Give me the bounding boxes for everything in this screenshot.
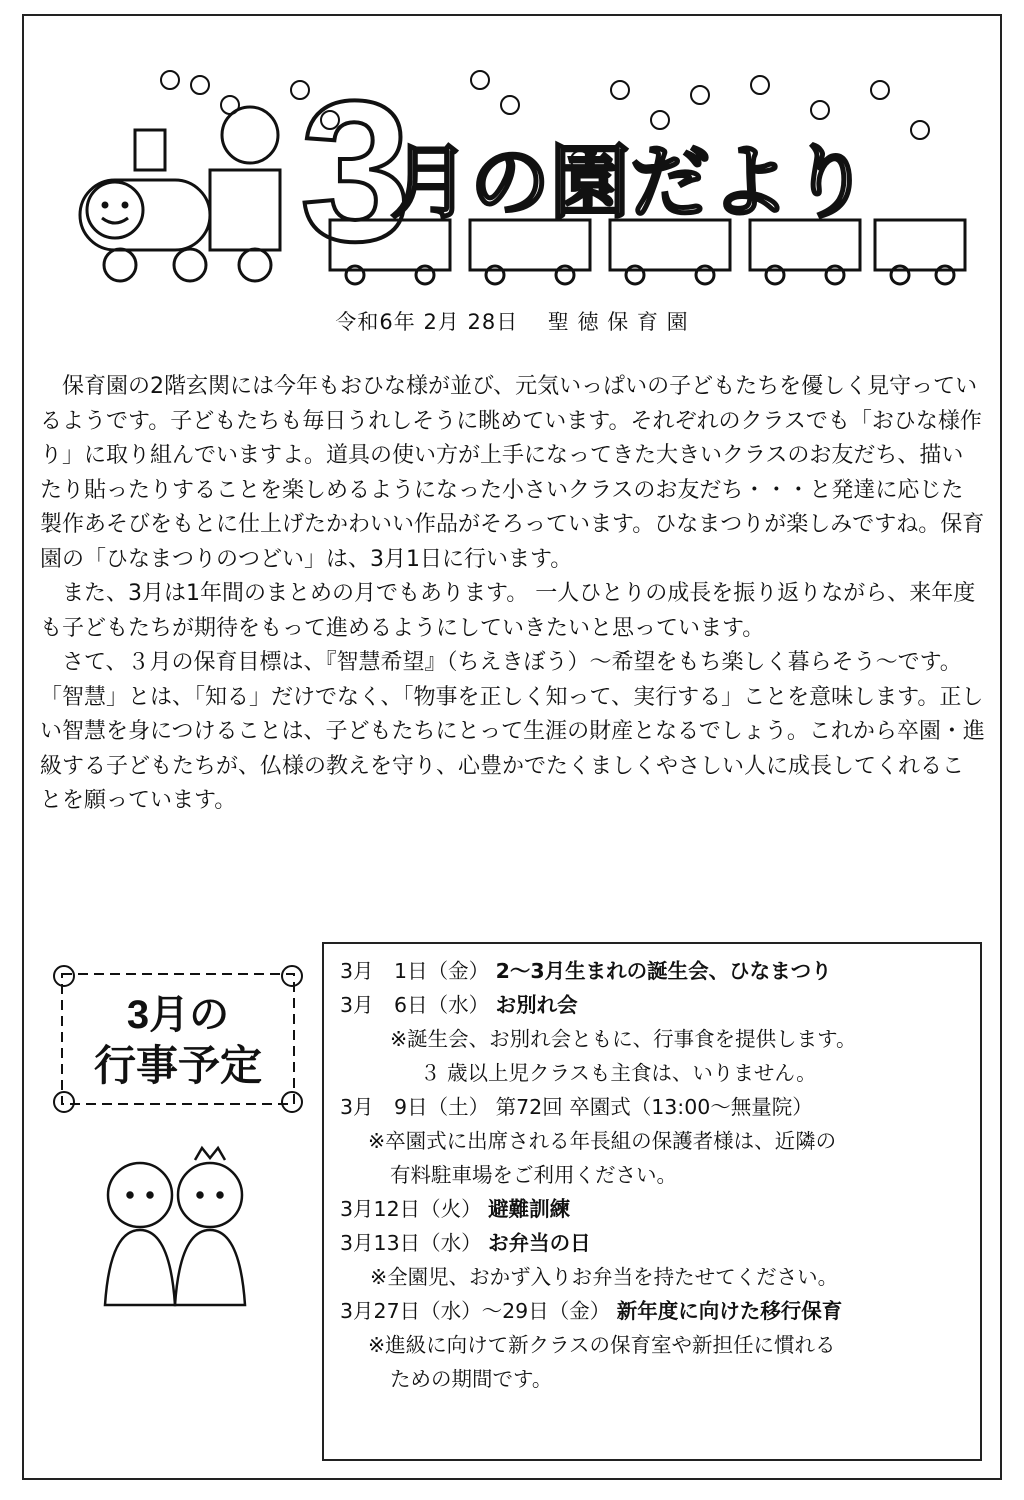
dateline: 令和6年 2月 28日 聖 徳 保 育 園 [335, 310, 689, 334]
hina-dolls-illustration [90, 1140, 260, 1310]
schedule-note: ※誕生会、お別れ会ともに、行事食を提供します。 [390, 1027, 857, 1051]
schedule-date: 3月12日（火） [340, 1197, 482, 1221]
schedule-event: 2～3月生まれの誕生会、ひなまつり [495, 959, 832, 983]
schedule-note: ３ 歳以上児クラスも主食は、いりません。 [420, 1061, 817, 1085]
schedule-note: ための期間です。 [390, 1367, 553, 1391]
schedule-row [340, 1090, 968, 1124]
schedule-date: 3月13日（水） [340, 1231, 482, 1255]
schedule-box [322, 942, 982, 1461]
schedule-date: 3月 6日（水） [340, 993, 490, 1017]
schedule-note: 有料駐車場をご利用ください。 [390, 1163, 677, 1187]
masthead-title: 月の園だより [390, 138, 870, 227]
schedule-event: お弁当の日 [488, 1231, 591, 1255]
schedule-note: ※進級に向けて新クラスの保育室や新担任に慣れる [368, 1333, 836, 1357]
body-paragraph: 保育園の2階玄関には今年もおひな様が並び、元気いっぱいの子どもたちを優しく見守っているようです。子どもたちも毎日うれしそうに眺めています。それぞれのクラスでも「おひな様作り」に取り組んでいますよ。道具の使い方が上手になってきた大きいクラスのお友だち、描いたり貼ったりすることを楽しめるようになった小さいクラスのお友だち・・・と発達に応じた製作あそびをもとに仕上げたかわいい作品がそろっています。ひなまつりが楽しみですね。保育園の「ひなまつりのつどい」は、3月1日に行います。 [40, 374, 985, 572]
schedule-title-line1: 3月の [126, 993, 230, 1037]
schedule-note: ※全園児、おかず入りお弁当を持たせてください。 [370, 1265, 839, 1289]
train-engine-icon [80, 107, 280, 281]
schedule-date: 3月27日（水）～29日（金） [340, 1299, 611, 1323]
body-paragraph: また、3月は1年間のまとめの月でもあります。 一人ひとりの成長を振り返りながら、来年度も子どもたちが期待をもって進めるようにしていきたいと思っています。 [40, 581, 976, 641]
masthead-illustration [60, 60, 980, 290]
masthead-number: 3 [300, 60, 412, 283]
schedule-date: 3月 1日（金） [340, 959, 490, 983]
body-paragraph: さて、３月の保育目標は、『智慧希望』（ちえきぼう）～希望をもち楽しく暮らそう～です。「智慧」とは、「知る」だけでなく、「物事を正しく知って、実行する」ことを意味します。正しい智慧を身につけることは、子どもたちにとって生涯の財産となるでしょう。これから卒園・進級する子どもたちが、仏様の教えを守り、心豊かでたくましくやさしい人に成長してくれることを願っています。 [40, 650, 985, 813]
schedule-event: 第72回 卒園式（13:00～無量院） [495, 1095, 813, 1119]
schedule-row [340, 954, 968, 988]
schedule-title-box [48, 960, 308, 1118]
schedule-event: 避難訓練 [488, 1197, 571, 1221]
schedule-event: 新年度に向けた移行保育 [616, 1299, 843, 1323]
schedule-title-line2: 行事予定 [93, 1042, 263, 1089]
body-text [40, 370, 985, 819]
schedule-row [340, 1294, 968, 1328]
schedule-row [340, 988, 968, 1022]
schedule-date: 3月 9日（土） [340, 1095, 490, 1119]
schedule-event: お別れ会 [495, 993, 578, 1017]
train-wagon-icon-group [330, 220, 965, 284]
schedule-row [340, 1226, 968, 1260]
schedule-note: ※卒園式に出席される年長組の保護者様は、近隣の [368, 1129, 837, 1153]
schedule-row [340, 1192, 968, 1226]
flower-icon-group [54, 966, 302, 1112]
